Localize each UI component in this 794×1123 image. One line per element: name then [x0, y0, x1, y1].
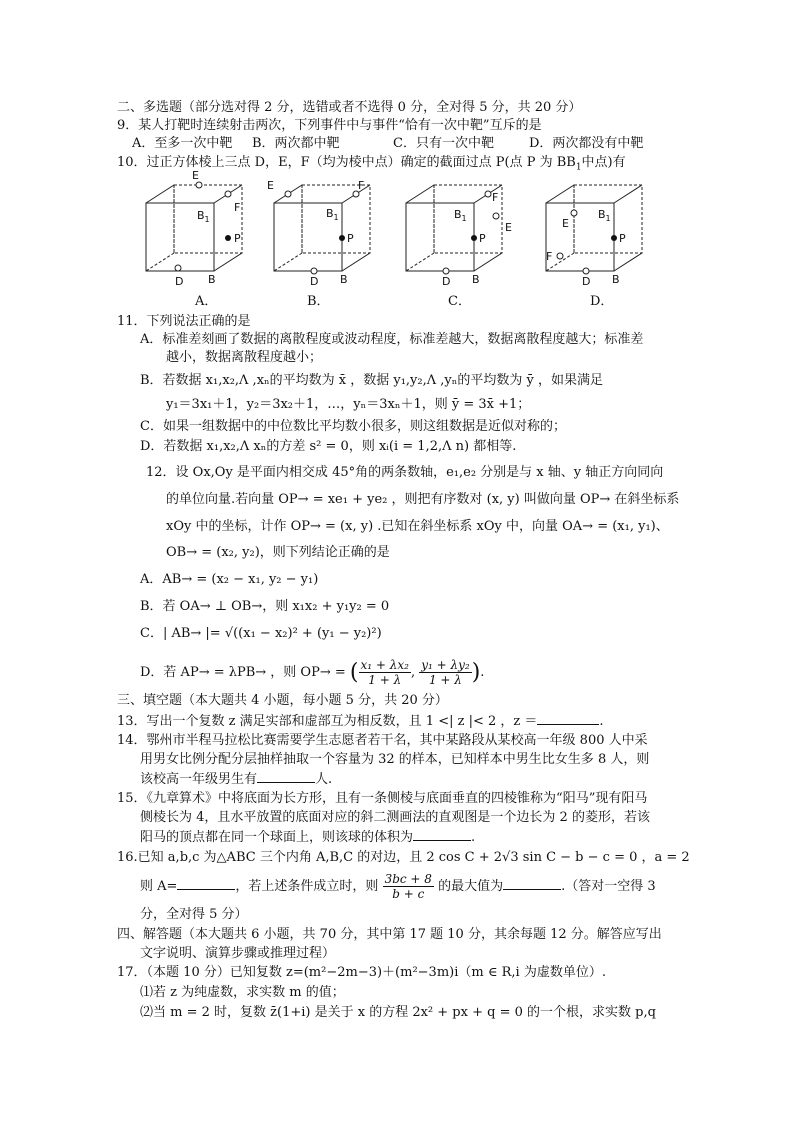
- cube-figure-a: [142, 169, 260, 309]
- q9-option-a: A．至多一次中靶: [132, 136, 233, 151]
- point-e: [196, 182, 202, 188]
- point-p: [225, 235, 231, 241]
- q12-line4: OB→ = (x₂, y₂)，则下列结论正确的是: [166, 545, 390, 560]
- q11-option-d: D．若数据 x₁,x₂,Λ xₙ的方差 s² = 0，则 xᵢ(i = 1,2,Λ n) 都相等.: [140, 439, 517, 454]
- label-p: P: [234, 232, 241, 245]
- section3-heading: 三、填空题（本大题共 4 小题，每小题 5 分，共 20 分）: [117, 693, 448, 708]
- label-f: F: [492, 191, 499, 204]
- q15-line1: 15．《九章算术》中将底面为长方形，且有一条侧棱与底面垂直的四棱锥称为“阳马”现有阳马: [117, 791, 648, 806]
- caption-c: C．: [448, 294, 471, 309]
- label-f: F: [358, 179, 365, 192]
- label-b: B: [340, 273, 348, 286]
- q12-option-c: C．| AB→ |= √((x₁ − x₂)² + (y₁ − y₂)²): [140, 626, 382, 641]
- q9-option-c: C．只有一次中靶: [393, 136, 494, 151]
- q11-option-b-line2: y₁＝3x₁＋1，y₂＝3x₂＋1，…，yₙ＝3xₙ＋1，则 ȳ = 3x̄ +1；: [166, 397, 531, 412]
- point-f: [557, 253, 563, 259]
- label-d: D: [582, 275, 591, 288]
- q13: 13．写出一个复数 z 满足实部和虚部互为相反数，且 1 <| z |< 2 ，z ＝ .: [117, 711, 604, 731]
- q10-stem-text: 10．过正方体棱上三点 D，E，F（均为棱中点）确定的截面过点 P(点 P 为 BB: [117, 155, 576, 170]
- label-b1: $B_1$: [326, 207, 339, 223]
- label-p: P: [619, 232, 626, 245]
- q13-text: 13．写出一个复数 z 满足实部和虚部互为相反数，且 1 <| z |< 2 ，z ＝: [117, 714, 538, 729]
- label-e: E: [505, 221, 512, 234]
- point-e: [571, 210, 577, 216]
- cube-figure-d: [542, 176, 660, 309]
- label-e: E: [192, 169, 199, 182]
- q11-option-c: C．如果一组数据中的中位数比平均数小很多，则这组数据是近似对称的；: [140, 419, 566, 434]
- q16-answer-blank-2[interactable]: [503, 876, 561, 890]
- q17-part1: ⑴若 z 为纯虚数，求实数 m 的值；: [140, 985, 345, 1000]
- q12-line2: 的单位向量.若向量 OP→ = xe₁ + ye₂ ，则把有序数对 (x, y) 叫做向量 OP→ 在斜坐标系: [166, 492, 680, 507]
- q14-answer-blank[interactable]: [257, 769, 315, 783]
- q13-answer-blank[interactable]: [537, 711, 599, 725]
- label-e: E: [562, 217, 569, 230]
- q14-line1: 14．鄂州市半程马拉松比赛需要学生志愿者若干名，其中某路段从某校高一年级 800 人中采: [117, 733, 648, 748]
- q16-fraction: $\frac{3bc + 8}{b + c}$: [384, 872, 432, 901]
- q16-line2: 则 A= ，若上述条件成立时，则 $\frac{3bc + 8}{b + c}$ 的最大值为 .（答对一空得 3: [140, 872, 656, 901]
- section4-heading-line1: 四、解答题（本大题共 6 小题，共 70 分，其中第 17 题 10 分，其余每题 12 分。解答应写出: [117, 927, 662, 942]
- q14-line2: 用男女比例分配分层抽样抽取一个容量为 32 的样本，已知样本中男生比女生多 8 人，则: [140, 752, 650, 767]
- q17-stem: 17．（本题 10 分）已知复数 z=(m²−2m−3)＋(m²−3m)i（m ∈ R,i 为虚数单位）.: [117, 965, 606, 980]
- q12-option-d: D．若 AP→ = λPB→ ，则 OP→ = ( $\frac{\text{x₁ + λx₂}}{1 + \lambda}$ , $\frac{\text{y₁ + λy₂}}{1 + \lambda}$ ).: [140, 658, 485, 687]
- point-p: [339, 235, 345, 241]
- point-e: [285, 191, 291, 197]
- cube-figure-c: [402, 176, 520, 309]
- label-d: D: [442, 275, 451, 288]
- fraction-x: $\frac{\text{x₁ + λx₂}}{1 + \lambda}$: [360, 658, 409, 687]
- q10-stem-subscript: 1: [575, 162, 582, 173]
- caption-b: B．: [307, 294, 330, 309]
- label-d: D: [310, 275, 319, 288]
- label-f: F: [234, 201, 241, 214]
- point-p: [471, 235, 477, 241]
- q14-line3: 该校高一年级男生有 人.: [140, 769, 332, 789]
- caption-a: A．: [195, 294, 218, 309]
- section4-heading-line2: 文字说明、演算步骤或推理过程）: [140, 946, 336, 961]
- point-p: [611, 235, 617, 241]
- point-f: [225, 191, 231, 197]
- q10-figures: [130, 169, 650, 310]
- label-f: F: [546, 250, 553, 263]
- label-e: E: [267, 179, 274, 192]
- q11-option-a-line1: A．标准差刻画了数据的离散程度或波动程度，标准差越大，数据离散程度越大；标准差: [140, 332, 644, 347]
- caption-d: D．: [590, 294, 614, 309]
- point-f: [485, 191, 491, 197]
- q16-line3: 分，全对得 5 分）: [140, 907, 248, 922]
- q11-option-b-line1: B．若数据 x₁,x₂,Λ ,xₙ的平均数为 x̄ ，数据 y₁,y₂,Λ ,yₙ的平均数为 ȳ ，如果满足: [140, 373, 603, 388]
- q15-line2: 侧棱长为 4，且水平放置的底面对应的斜二测画法的直观图是一个边长为 2 的菱形，若该: [140, 810, 650, 825]
- label-b: B: [472, 273, 480, 286]
- cube-figure-b: [267, 176, 388, 309]
- section2-heading: 二、多选题（部分选对得 2 分，选错或者不选得 0 分，全对得 5 分，共 20 分）: [117, 100, 582, 115]
- label-b: B: [208, 273, 216, 286]
- label-d: D: [175, 275, 184, 288]
- cube-a-drawing: [142, 176, 260, 286]
- point-d: [583, 268, 589, 274]
- cube-d-drawing: [542, 176, 660, 286]
- q11-stem: 11．下列说法正确的是: [117, 314, 251, 329]
- q9-stem: 9．某人打靶时连续射击两次，下列事件中与事件“恰有一次中靶”互斥的是: [117, 118, 542, 133]
- q12-line3: xOy 中的坐标，计作 OP→ = (x, y) .已知在斜坐标系 xOy 中，向量 OA→ = (x₁, y₁)、: [166, 519, 669, 534]
- q12-option-a: A．AB→ = (x₂ − x₁, y₂ − y₁): [140, 572, 319, 587]
- q12-option-d-text: D．若 AP→ = λPB→ ，则 OP→ =: [140, 665, 346, 680]
- q12-option-b: B．若 OA→ ⊥ OB→，则 x₁x₂ + y₁y₂ = 0: [140, 599, 390, 614]
- q15-answer-blank[interactable]: [413, 827, 471, 841]
- q15-line3: 阳马的顶点都在同一个球面上，则该球的体积为 .: [140, 827, 475, 847]
- cube-c-drawing: [402, 176, 520, 286]
- label-b1: $B_1$: [598, 208, 611, 224]
- label-b1: $B_1$: [454, 208, 467, 224]
- q9-option-b: B．两次都中靶: [252, 136, 340, 151]
- q16-line1: 16.已知 a,b,c 为△ABC 三个内角 A,B,C 的对边，且 2 cos C + 2√3 sin C − b − c = 0 ，a = 2: [117, 850, 690, 865]
- q10-stem-end: 中点)有: [581, 155, 626, 170]
- point-d: [311, 268, 317, 274]
- label-p: P: [479, 232, 486, 245]
- fraction-y: $\frac{\text{y₁ + λy₂}}{1 + \lambda}$: [421, 658, 470, 687]
- point-d: [175, 265, 181, 271]
- label-b1: $B_1$: [197, 209, 210, 225]
- point-d: [443, 268, 449, 274]
- point-e: [493, 213, 499, 219]
- label-p: P: [347, 232, 354, 245]
- q12-line1: 12．设 Ox,Oy 是平面内相交成 45°角的两条数轴，e₁,e₂ 分别是与 x 轴、y 轴正方向同向: [146, 465, 664, 480]
- q9-option-d: D．两次都没有中靶: [529, 136, 644, 151]
- label-b: B: [612, 273, 620, 286]
- q16-answer-blank-1[interactable]: [177, 876, 235, 890]
- q11-option-a-line2: 越小，数据离散程度越小；: [166, 350, 323, 365]
- cube-b-drawing: [270, 176, 388, 286]
- q17-part2: ⑵当 m = 2 时，复数 z̄(1+i) 是关于 x 的方程 2x² + px + q = 0 的一个根，求实数 p,q: [140, 1005, 656, 1020]
